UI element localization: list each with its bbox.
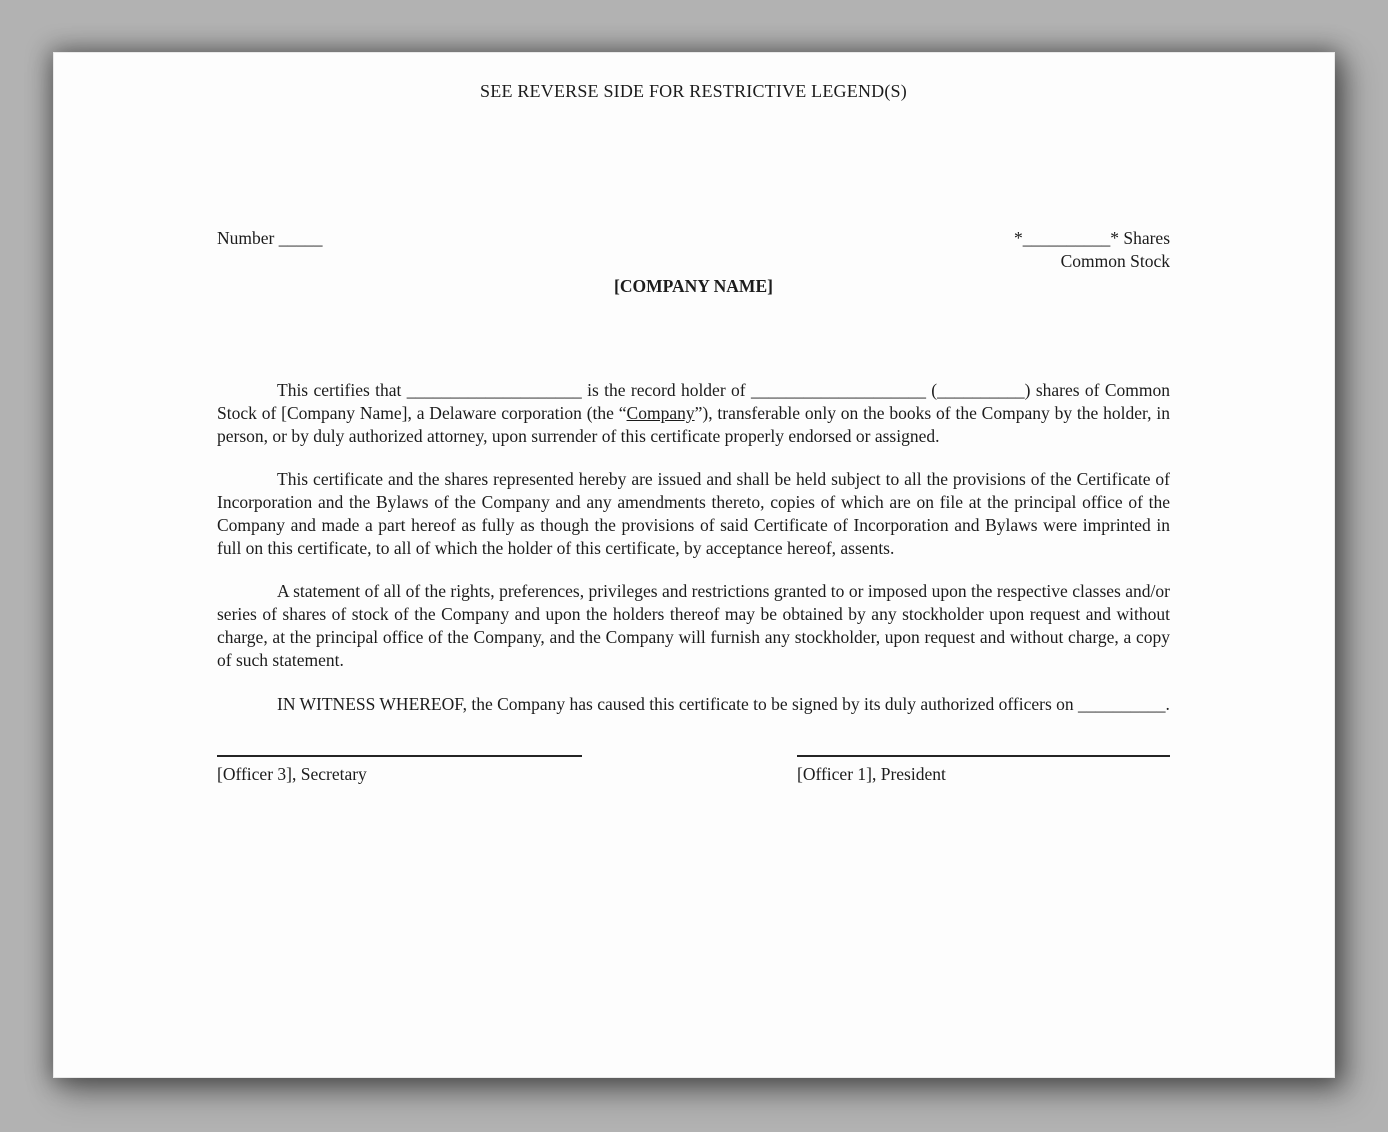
restrictive-legend-notice: SEE REVERSE SIDE FOR RESTRICTIVE LEGEND(S): [480, 81, 907, 101]
certify-text: This certifies that: [277, 380, 407, 400]
certify-text: ”), transferable only on the books of the Company by the holder, in person, or by duly authorized attorney, upon surrender of this certificate properly endorsed or assigned.: [217, 403, 1170, 446]
record-holder-name-blank: ____________________: [406, 380, 582, 400]
witness-paragraph: [217, 693, 1170, 716]
signature-row: [217, 755, 1170, 786]
share-count-words-blank: ____________________: [750, 380, 926, 400]
secretary-signature-line: [217, 755, 582, 757]
shares-suffix: * Shares: [1110, 228, 1170, 248]
statement-paragraph: A statement of all of the rights, preferences, privileges and restrictions granted to or imposed upon the respective classes and/or series of shares of stock of the Company and upon the holders thereof may be obtained by any stockholder upon request and without charge, at the principal office of the Company, and the Company will furnish any stockholder, upon request and without charge, a copy of such statement.: [217, 581, 1170, 670]
company-defined-term: Company: [626, 403, 695, 423]
witness-text: IN WITNESS WHEREOF, the Company has caused this certificate to be signed by its duly authorized officers on: [277, 694, 1079, 714]
secretary-signature-label: [Officer 3], Secretary: [217, 764, 367, 784]
secretary-signature-block: [217, 755, 582, 786]
shares-line: [1014, 227, 1170, 250]
share-count-number-blank: __________: [937, 380, 1025, 400]
number-shares-row: [217, 227, 1170, 273]
certify-paragraph: [217, 379, 1170, 448]
certificate-number-field: [217, 227, 322, 250]
shares-block: [1014, 227, 1170, 273]
shares-prefix-asterisk: *: [1013, 228, 1023, 248]
president-signature-line: [797, 755, 1170, 757]
certify-text: (: [925, 380, 938, 400]
company-name-heading: [COMPANY NAME]: [614, 276, 773, 296]
president-signature-label: [Officer 1], President: [797, 764, 946, 784]
witness-period: .: [1165, 694, 1170, 714]
certificate-content: [54, 53, 1334, 786]
certify-text: ) shares of Common Stock of [Company Name], a Delaware corporation (the “: [217, 380, 1170, 423]
number-blank: _____: [278, 228, 323, 248]
common-stock-label: Common Stock: [1060, 251, 1170, 271]
shares-blank: __________: [1022, 228, 1111, 248]
certificate-page: [53, 52, 1335, 1078]
number-label: Number: [217, 228, 275, 248]
signing-date-blank: __________: [1078, 694, 1166, 714]
certify-text: is the record holder of: [581, 380, 751, 400]
provisions-paragraph: This certificate and the shares represented hereby are issued and shall be held subject to all the provisions of the Certificate of Incorporation and the Bylaws of the Company and any amendments thereto, copies of which are on file at the principal office of the Company and made a part hereof as fully as though the provisions of said Certificate of Incorporation and Bylaws were imprinted in full on this certificate, to all of which the holder of this certificate, by acceptance hereof, assents.: [217, 469, 1170, 558]
president-signature-block: [797, 755, 1170, 786]
